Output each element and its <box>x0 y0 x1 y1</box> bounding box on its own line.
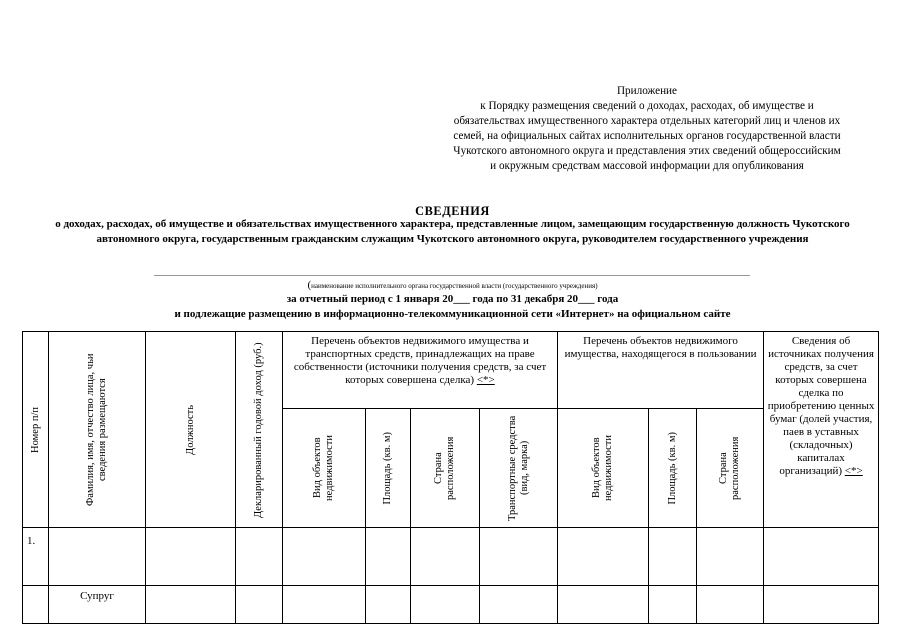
header-owned-group <box>283 332 558 409</box>
document-subtitle: о доходах, расходах, об имуществе и обязательствах имущественного характера, представленные лицом, замещающим государственную должность Чукотского автономного округа, государственным гражданским служащим Чукотского автономного округа, руководителем государственного учреждения <box>55 218 850 245</box>
empty-cell <box>697 528 764 586</box>
header-used-country <box>697 409 764 528</box>
empty-cell <box>283 586 366 624</box>
row-name: Супруг <box>49 586 146 624</box>
row-name <box>49 528 146 586</box>
appendix-line: к Порядку размещения сведений о доходах, расходах, об имуществе и <box>480 100 814 112</box>
empty-cell <box>764 528 879 586</box>
header-owned-area <box>366 409 411 528</box>
empty-cell <box>697 586 764 624</box>
org-name-caption <box>0 279 905 291</box>
empty-cell <box>146 528 236 586</box>
empty-cell <box>649 586 697 624</box>
header-owned-country <box>411 409 480 528</box>
empty-cell <box>146 586 236 624</box>
sources-label: Сведения об источниках получения средств, за счет которых совершена сделка по приобретению ценных бумаг (долей участия, паев в уставных (складочных) капиталах организаций) <box>767 335 875 477</box>
sources-footnote-link[interactable]: <*> <box>844 465 863 477</box>
header-position <box>146 332 236 528</box>
header-used-area <box>649 409 697 528</box>
empty-cell <box>236 528 283 586</box>
header-name <box>49 332 146 528</box>
header-number-label: Номер п/п <box>29 406 41 453</box>
header-sources <box>764 332 879 528</box>
used-type-label: Вид объектов недвижимости <box>591 435 615 501</box>
empty-cell <box>236 586 283 624</box>
empty-cell <box>480 586 558 624</box>
declaration-table <box>22 331 879 624</box>
header-income <box>236 332 283 528</box>
owned-country-label: Страна расположения <box>433 436 456 500</box>
owned-type-label: Вид объектов недвижимости <box>312 435 335 501</box>
empty-cell <box>283 528 366 586</box>
owned-footnote-link[interactable]: <*> <box>476 374 495 386</box>
header-name-label: Фамилия, имя, отчество лица, чьи сведения размещаются <box>85 353 108 506</box>
empty-cell <box>764 586 879 624</box>
header-position-label: Должность <box>184 404 196 455</box>
table-row <box>23 586 879 624</box>
row-number: 1. <box>23 528 49 586</box>
empty-cell <box>649 528 697 586</box>
used-group-label: Перечень объектов недвижимого имущества, находящегося в пользовании <box>564 335 757 360</box>
row-number <box>23 586 49 624</box>
org-name-line <box>154 275 750 276</box>
appendix-note <box>418 84 876 174</box>
empty-cell <box>411 586 480 624</box>
header-used-group <box>558 332 764 409</box>
empty-cell <box>366 586 411 624</box>
header-owned-type <box>283 409 366 528</box>
table-row <box>23 528 879 586</box>
empty-cell <box>480 528 558 586</box>
reporting-period: за отчетный период с 1 января 20___ года по 31 декабря 20___ года <box>286 293 619 305</box>
empty-cell <box>366 528 411 586</box>
used-country-label: Страна расположения <box>718 436 742 500</box>
document-title: СВЕДЕНИЯ <box>415 204 490 218</box>
used-area-label: Площадь (кв. м) <box>666 431 678 505</box>
owned-area-label: Площадь (кв. м) <box>382 431 393 505</box>
header-number <box>23 332 49 528</box>
appendix-line: Чукотского автономного округа и представления этих сведений общероссийским <box>453 145 841 157</box>
empty-cell <box>558 528 649 586</box>
caption-paren: ( <box>307 279 312 291</box>
appendix-line: семей, на официальных сайтах исполнительных органов государственной власти <box>453 130 841 142</box>
header-income-label: Декларированный годовой доход (руб.) <box>253 341 264 518</box>
publication-note: и подлежащие размещению в информационно-телекоммуникационной сети «Интернет» на официальном сайте <box>174 308 731 320</box>
empty-cell <box>411 528 480 586</box>
empty-cell <box>558 586 649 624</box>
header-used-type <box>558 409 649 528</box>
header-owned-vehicles <box>480 409 558 528</box>
owned-group-label: Перечень объектов недвижимого имущества и транспортных средств, принадлежащих на праве собственности (источники получения средств, за счет которых совершена сделка) <box>293 335 547 386</box>
appendix-line: обязательствах имущественного характера отдельных категорий лиц и членов их <box>453 115 841 127</box>
appendix-line: Приложение <box>616 85 678 97</box>
caption-text: наименование исполнительного органа государственной власти (государственного учреждения) <box>311 282 598 290</box>
owned-vehicles-label: Транспортные средства (вид, марка) <box>506 415 530 521</box>
appendix-line: и окружным средствам массовой информации для опубликования <box>490 160 804 172</box>
